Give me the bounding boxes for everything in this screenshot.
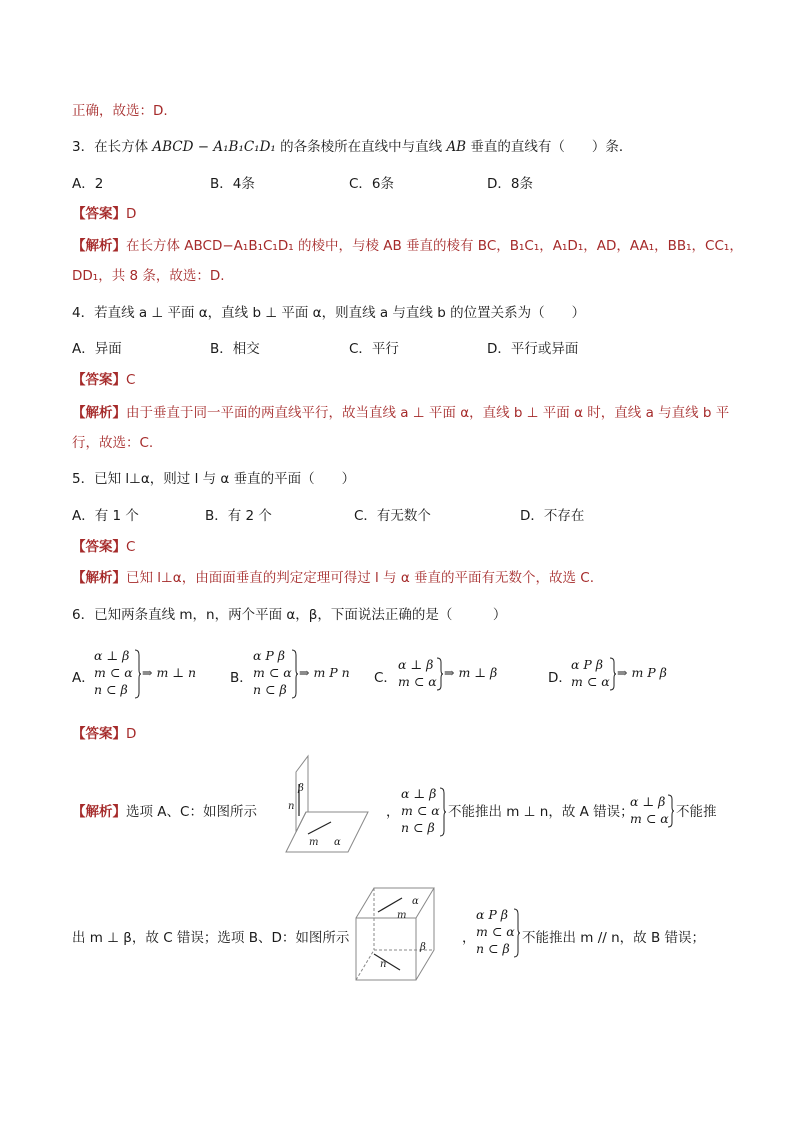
q4-answer-value: C: [126, 372, 136, 388]
q6-option-d-system: [571, 656, 681, 692]
q6-option-c-row-1: α ⊥ β: [398, 657, 434, 672]
q6-option-d-row-1: α P β: [571, 657, 604, 672]
q6-sys2-conclusion: 不能推: [676, 804, 717, 820]
q5-option-c: C．有无数个: [354, 508, 431, 524]
brace-icon: [609, 657, 617, 691]
q6-option-a-label: A．: [72, 670, 95, 686]
fig2-alpha-label: α: [412, 896, 419, 907]
q6-option-b-row-3: n ⊂ β: [253, 682, 287, 697]
q6-option-b-row-2: m ⊂ α: [253, 665, 292, 680]
q4-analysis-2: 行，故选：C.: [72, 435, 154, 451]
brace-icon: [291, 649, 299, 699]
cube-figure: [352, 884, 436, 984]
q3-answer-value: D: [126, 206, 137, 222]
q6-sys3-row-1: α P β: [476, 907, 509, 922]
brace-icon: [439, 787, 447, 837]
q3-stem-math: ABCD − A₁B₁C₁D₁: [152, 139, 276, 155]
q4-answer-tag: 【答案】: [72, 372, 126, 388]
q6-sys3-row-3: n ⊂ β: [476, 941, 510, 956]
fig2-m-label: m: [397, 910, 407, 921]
q3-analysis-2: DD₁，共 8 条，故选：D.: [72, 268, 225, 284]
brace-icon: [667, 794, 675, 828]
q6-sep-1: ，: [386, 804, 400, 820]
q3-answer: [72, 204, 136, 224]
q3-stem-a: 3．在长方体: [72, 139, 149, 155]
q6-option-b-system: [253, 647, 363, 701]
q5-answer-value: C: [126, 539, 136, 555]
fig1-n-label: n: [288, 801, 295, 812]
brace-icon: [134, 649, 142, 699]
q6-sep-2: ，: [462, 930, 476, 946]
q3-option-a: A．2: [72, 176, 104, 192]
q6-analysis-system-3: [476, 906, 524, 960]
q5-option-a: A．有 1 个: [72, 508, 139, 524]
prev-answer-line: 正确，故选：D.: [72, 103, 168, 119]
q3-answer-tag: 【答案】: [72, 206, 126, 222]
q4-option-a: A．异面: [72, 341, 122, 357]
q6-option-c-system: [398, 656, 508, 692]
q4-option-c: C．平行: [349, 341, 399, 357]
q6-option-c-label: C．: [374, 670, 397, 686]
q6-sys2-row-1: α ⊥ β: [630, 794, 666, 809]
line-n: [374, 954, 400, 970]
q6-answer-value: D: [126, 726, 137, 742]
fig2-n-label: n: [380, 959, 387, 970]
q6-stem: 6．已知两条直线 m，n，两个平面 α，β，下面说法正确的是（ ）: [72, 607, 507, 623]
q6-option-b-result: ⇒ m P n: [299, 665, 350, 680]
q6-sys1-row-1: α ⊥ β: [401, 786, 437, 801]
q6-option-a-row-2: m ⊂ α: [94, 665, 133, 680]
q5-analysis-1: [72, 568, 594, 588]
line-m: [308, 822, 331, 834]
q5-stem: 5．已知 l⊥α，则过 l 与 α 垂直的平面（ ）: [72, 471, 356, 487]
q6-sys1-row-2: m ⊂ α: [401, 803, 440, 818]
q5-analysis-text-1: 已知 l⊥α，由面面垂直的判定定理可得过 l 与 α 垂直的平面有无数个，故选 C.: [126, 570, 595, 586]
q6-analysis-2: 出 m ⊥ β，故 C 错误；选项 B、D：如图所示: [72, 930, 350, 946]
q3-option-b: B．4条: [210, 176, 255, 192]
q6-analysis-system-2: [630, 793, 678, 829]
brace-icon: [513, 908, 521, 958]
q6-sys3-row-2: m ⊂ α: [476, 924, 515, 939]
q3-stem-c: 垂直的直线有（ ）条．: [470, 139, 633, 155]
q5-option-d: D．不存在: [520, 508, 585, 524]
q3-stem: [72, 137, 632, 157]
q6-option-b-label: B．: [230, 670, 253, 686]
q6-analysis-system-1: [401, 785, 449, 839]
q4-analysis-tag: 【解析】: [72, 405, 126, 421]
q6-analysis-tag: 【解析】: [72, 804, 126, 820]
q6-option-a-row-1: α ⊥ β: [94, 648, 130, 663]
q3-stem-ab: AB: [446, 139, 467, 155]
q5-answer: [72, 537, 135, 557]
brace-icon: [436, 657, 444, 691]
q4-answer: [72, 370, 135, 390]
fig1-alpha-label: α: [334, 837, 341, 848]
fig2-beta-label: β: [420, 942, 426, 953]
q6-option-d-result: ⇒ m P β: [617, 665, 667, 680]
fig1-beta-label: β: [298, 783, 304, 794]
q5-answer-tag: 【答案】: [72, 539, 126, 555]
q6-sys3-conclusion: 不能推出 m // n，故 B 错误；: [522, 930, 706, 946]
q6-sys2-row-2: m ⊂ α: [630, 811, 669, 826]
q5-analysis-tag: 【解析】: [72, 570, 126, 586]
q4-analysis-1: [72, 403, 729, 423]
planes-outline: [286, 756, 368, 852]
q6-analysis-text-1a: 选项 A、C：如图所示: [126, 804, 257, 820]
q3-option-c: C．6条: [349, 176, 395, 192]
q6-option-c-row-2: m ⊂ α: [398, 674, 437, 689]
perpendicular-planes-figure: [284, 754, 370, 854]
q4-option-b: B．相交: [210, 341, 260, 357]
q6-option-d-label: D．: [548, 670, 572, 686]
q6-option-d-row-2: m ⊂ α: [571, 674, 610, 689]
fig1-m-label: m: [309, 837, 319, 848]
q6-sys1-conclusion: 不能推出 m ⊥ n，故 A 错误；: [448, 804, 634, 820]
q3-analysis-1: [72, 236, 743, 256]
q3-stem-b: 的各条棱所在直线中与直线: [280, 139, 443, 155]
q6-option-b-row-1: α P β: [253, 648, 286, 663]
q4-stem: 4．若直线 a ⊥ 平面 α，直线 b ⊥ 平面 α，则直线 a 与直线 b 的位置关系为（ ）: [72, 305, 586, 321]
q5-option-b: B．有 2 个: [205, 508, 272, 524]
q6-option-a-result: ⇒ m ⊥ n: [142, 665, 197, 680]
q6-option-c-result: ⇒ m ⊥ β: [444, 665, 498, 680]
q3-analysis-text-1: 在长方体 ABCD−A₁B₁C₁D₁ 的棱中，与棱 AB 垂直的棱有 BC，B₁C₁，A₁D₁，AD，AA₁，BB₁，CC₁，: [126, 238, 743, 254]
q4-analysis-text-1: 由于垂直于同一平面的两直线平行，故当直线 a ⊥ 平面 α，直线 b ⊥ 平面 α 时，直线 a 与直线 b 平: [126, 405, 730, 421]
q6-answer-tag: 【答案】: [72, 726, 126, 742]
q6-analysis-1: [72, 802, 257, 822]
q6-option-a-system: [94, 647, 204, 701]
q3-analysis-tag: 【解析】: [72, 238, 126, 254]
q6-sys1-row-3: n ⊂ β: [401, 820, 435, 835]
q3-option-d: D．8条: [487, 176, 533, 192]
q6-option-a-row-3: n ⊂ β: [94, 682, 128, 697]
q6-answer: [72, 724, 136, 744]
q4-option-d: D．平行或异面: [487, 341, 579, 357]
